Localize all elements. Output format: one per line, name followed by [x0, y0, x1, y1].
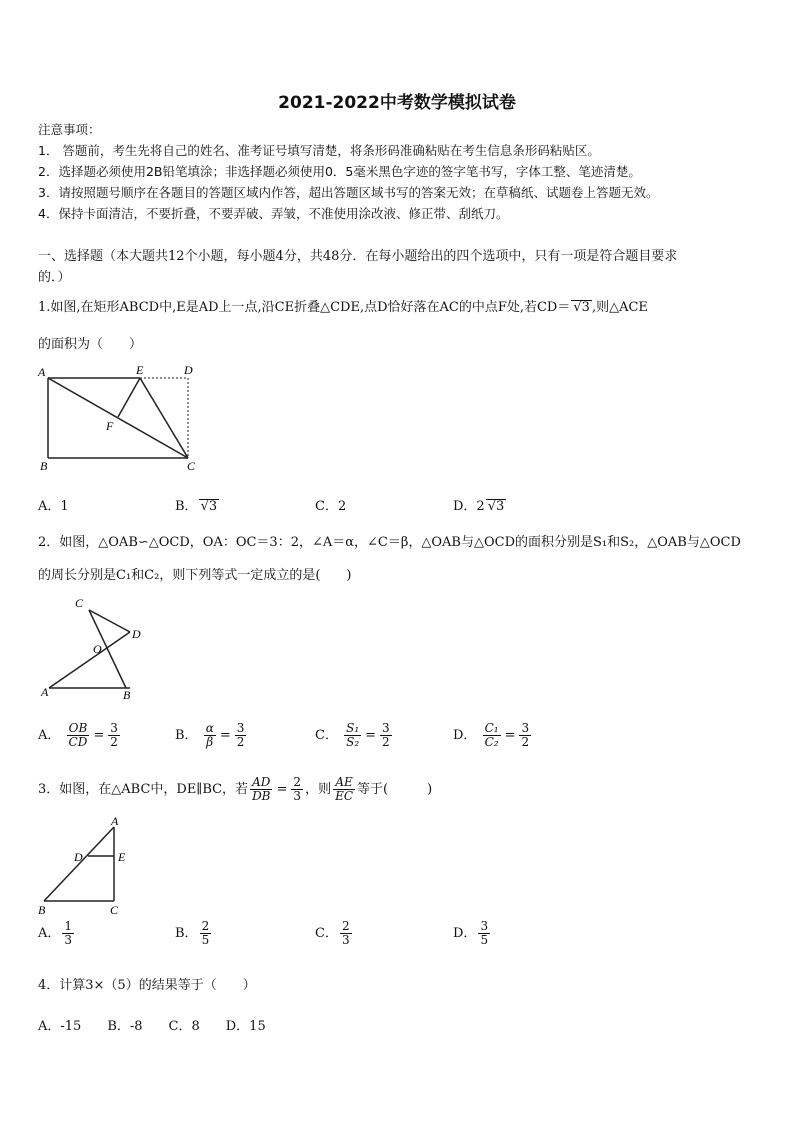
label-B: B: [38, 903, 46, 917]
notice-item: 3．请按照题号顺序在各题目的答题区域内作答，超出答题区域书写的答案无效；在草稿纸、试题卷上答题无效。: [38, 185, 659, 200]
question-1-figure: [30, 360, 210, 475]
label-C: C: [75, 596, 84, 610]
option-a[interactable]: A． $\frac{1}{3}$: [38, 919, 73, 947]
label-B: B: [123, 688, 131, 702]
question-3-text: 3．如图，在△ABC中，DE∥BC，若 $\frac{AD}{DB}$ = $\frac{2}{3}$ ，则 $\frac{AE}{EC}$ 等于( ): [38, 775, 433, 803]
fraction: $\frac{3}{5}$: [480, 919, 489, 947]
label-D: D: [74, 850, 83, 864]
sqrt-symbol: √3: [487, 499, 505, 514]
notice-item: 2．选择题必须使用2B铅笔填涂；非选择题必须使用0．5毫米黑色字迹的签字笔书写，字体工整、笔迹清楚。: [38, 164, 641, 179]
fraction: $\frac{2}{5}$: [201, 919, 210, 947]
notice-item: 1． 答题前，考生先将自己的姓名、准考证号填写清楚，将条形码准确粘贴在考生信息条形码粘贴区。: [38, 143, 600, 158]
question-3-figure: [30, 815, 140, 920]
section-heading: 一、选择题（本大题共12个小题，每小题4分，共48分．在每小题给出的四个选项中，只有一项是符合题目要求: [38, 249, 678, 264]
fraction: $\frac{\text{C₁}}{\text{C₂}}$: [484, 721, 499, 749]
fraction: $\frac{2}{3}$: [293, 775, 302, 803]
sqrt-symbol: √3: [200, 499, 218, 514]
option-b[interactable]: B． √3: [175, 499, 218, 514]
label-A: A: [38, 365, 46, 379]
question-4-text: 4．计算3×（5）的结果等于（ ）: [38, 978, 256, 993]
notice-heading: 注意事项：: [38, 122, 101, 137]
notice-item: 4．保持卡面清洁，不要折叠，不要弄破、弄皱，不准使用涂改液、修正带、刮纸刀。: [38, 206, 509, 221]
label-C: C: [110, 903, 119, 917]
fraction: $\frac{\alpha}{\beta}$: [205, 721, 214, 749]
fraction: $\frac{OB}{CD}$: [68, 721, 88, 749]
question-2-figure: [35, 592, 160, 704]
label-E: E: [136, 363, 144, 377]
question-1-text-cont: 的面积为（ ）: [38, 337, 143, 352]
label-D: D: [132, 627, 141, 641]
label-C: C: [187, 459, 196, 473]
question-2-text-cont: 的周长分别是C₁和C₂，则下列等式一定成立的是( ): [38, 568, 352, 583]
label-O: O: [93, 642, 102, 656]
fraction: $\frac{3}{2}$: [382, 721, 390, 749]
label-A: A: [111, 815, 119, 828]
fraction: $\frac{1}{3}$: [64, 919, 73, 947]
option-d[interactable]: D． $\frac{\text{C₁}}{\text{C₂}}$ = $\frac{3}{2}$: [453, 721, 530, 749]
fraction: $\frac{3}{2}$: [110, 721, 118, 749]
option-c[interactable]: C． $\frac{2}{3}$: [315, 919, 350, 947]
option-d[interactable]: D． $\frac{3}{5}$: [453, 919, 489, 947]
section-heading-cont: 的．）: [38, 270, 71, 285]
fraction: $\frac{AE}{EC}$: [335, 775, 354, 803]
label-B: B: [40, 459, 48, 473]
option-a[interactable]: A．1: [38, 499, 69, 514]
option-b[interactable]: B． $\frac{2}{5}$: [175, 919, 210, 947]
label-D: D: [184, 363, 193, 377]
option-c[interactable]: C． $\frac{\text{S₁}}{\text{S₂}}$ = $\frac{3}{2}$: [315, 721, 390, 749]
question-4-options[interactable]: A．-15 B．-8 C．8 D．15: [38, 1019, 266, 1034]
question-2-text: 2．如图，△OAB∽△OCD，OA：OC＝3：2，∠A＝α，∠C＝β，△OAB与△OCD的面积分别是S₁和S₂，△OAB与△OCD: [38, 535, 741, 550]
option-d[interactable]: D．2 √3: [453, 499, 505, 514]
label-A: A: [41, 685, 49, 699]
fraction: $\frac{\text{S₁}}{\text{S₂}}$: [346, 721, 360, 749]
fraction: $\frac{AD}{DB}$: [252, 775, 271, 803]
option-a[interactable]: A． $\frac{OB}{CD}$ = $\frac{3}{2}$: [38, 721, 118, 749]
question-1-text: 1.如图,在矩形ABCD中,E是AD上一点,沿CE折叠△CDE,点D恰好落在AC的中点F处,若CD＝ √3 ,则△ACE: [38, 300, 648, 315]
label-F: F: [106, 419, 114, 433]
fraction: $\frac{3}{2}$: [236, 721, 245, 749]
fraction: $\frac{3}{2}$: [521, 721, 530, 749]
fraction: $\frac{2}{3}$: [341, 919, 350, 947]
option-c[interactable]: C．2: [315, 499, 347, 514]
option-b[interactable]: B． $\frac{\alpha}{\beta}$ = $\frac{3}{2}$: [175, 721, 245, 749]
sqrt-symbol: √3: [573, 300, 590, 315]
page-title: 2021-2022中考数学模拟试卷: [278, 93, 516, 113]
label-E: E: [118, 850, 126, 864]
